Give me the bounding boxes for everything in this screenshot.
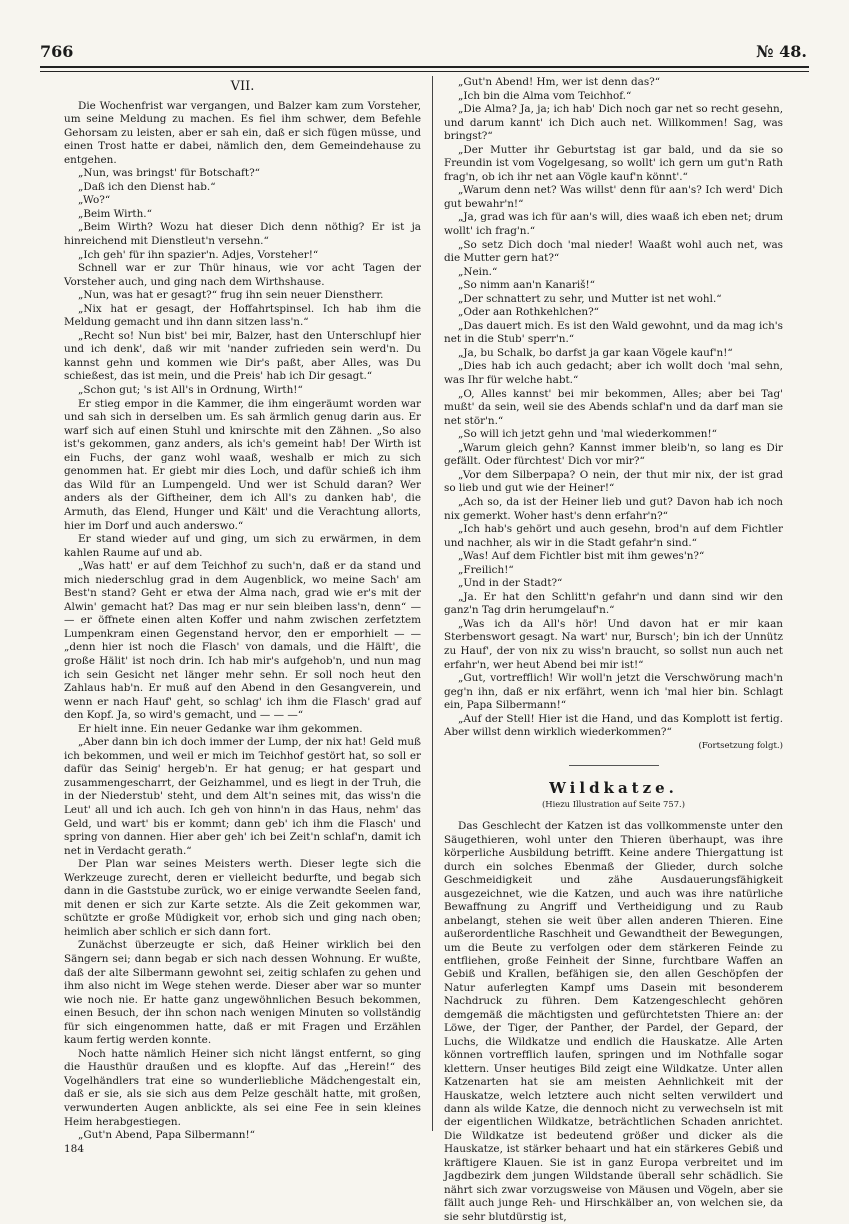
paragraph: „Ich hab's gehört und auch gesehn, brod'n auf dem Fichtler und nachher, als wir in die Stadt gefahr'n sind.“ (444, 523, 783, 549)
article-note: (Hiezu Illustration auf Seite 757.) (542, 798, 685, 809)
paragraph: „Wo?“ (78, 194, 111, 207)
paragraph: „Daß ich den Dienst hab.“ (78, 180, 216, 193)
paragraph: „Warum denn net? Was willst' denn für aan's? Ich werd' Dich gut bewahr'n!“ (444, 184, 783, 210)
signature-number: 184 (64, 1143, 85, 1155)
paragraph: Noch hatte nämlich Heiner sich nicht längst entfernt, so ging die Hausthür draußen und es klopfte. Auf das „Herein!“ des Vogelhändlers trat eine so wunderliebliche Mädchengestalt ein, daß er sie, als sie sich aus dem Pelze geschält hatte, mit großen, verwunderten Augen anblickte, als sei eine Fee in sein kleines Heim herabgestiegen. (64, 1047, 421, 1128)
paragraph: „Nun, was hat er gesagt?“ frug ihn sein neuer Dienstherr. (78, 289, 384, 302)
column-divider (432, 76, 433, 1131)
paragraph: „Ja, bu Schalk, bo darfst ja gar kaan Vögele kauf'n!“ (458, 346, 733, 359)
paragraph: „Aber dann bin ich doch immer der Lump, der nix hat! Geld muß ich bekommen, und weil er mich im Teichhof gestört hat, so soll er dafür das Seinig' hergeb'n. Er hat genug; er hat gespart und zusammengescharrt, der Geizhammel, und es liegt in der Truh, die in der Niederstub' steht, und dem Alt'n seines mit, das wiss'n die Leut' all und ich auch. Ich geh von hinn'n in das Haus, nehm' das Geld, und wart' bis er kommt; dann geb' ich ihm die Flasch' und spring von dannen. Hier aber geh' ich bei Zeit'n schlaf'n, damit ich net in Verdacht gerath.“ (64, 736, 421, 857)
header-rule (40, 66, 809, 72)
paragraph: „Recht so! Nun bist' bei mir, Balzer, hast den Unterschlupf hier und ich denk', daß wir mit 'nander zufrieden sein werd'n. Du kannst gehn und kommen wie Dir's paßt, aber Alles, was Du schießest, das ist mein, und die Preis' hab ich Dir gesagt.“ (64, 329, 421, 383)
article-body (444, 820, 783, 1224)
paragraph: „Der schnattert zu sehr, und Mutter ist net wohl.“ (458, 292, 722, 305)
paragraph: „Was ich da All's hör! Und davon hat er mir kaan Sterbenswort gesagt. Na wart' nur, Bursch'; bin ich der Unnütz zu Hauf', der von nix zu wiss'n braucht, so sollst nun auch net erfahr'n, wer heut Abend bei mir ist!“ (444, 617, 783, 671)
paragraph: Schnell war er zur Thür hinaus, wie vor acht Tagen der Vorsteher auch, und ging nach dem Wirthshause. (64, 262, 421, 288)
paragraph: „Ich bin die Alma vom Teichhof.“ (458, 89, 632, 102)
paragraph: „Oder aan Rothkehlchen?“ (458, 306, 599, 319)
paragraph: „So will ich jetzt gehn und 'mal wiederkommen!“ (458, 428, 717, 441)
paragraph: „Gut, vortrefflich! Wir woll'n jetzt die Verschwörung mach'n geg'n ihn, daß er nix erfährt, wenn ich 'mal hier bin. Schlagt ein, Papa Silbermann!“ (444, 672, 783, 712)
paragraph: Die Wochenfrist war vergangen, und Balzer kam zum Vorsteher, um seine Meldung zu machen. Es fiel ihm schwer, dem Befehle Gehorsam zu leisten, aber er sah ein, daß er sich fügen müsse, und einen Trost hatte er dabei, nämlich den, dem Gemeindehause zu entgehen. (64, 99, 421, 166)
paragraph: „Ja. Er hat den Schlitt'n gefahr'n und dann sind wir den ganz'n Tag drin herumgelauf'n.“ (444, 590, 783, 617)
paragraph: „Ja, grad was ich für aan's will, dies waaß ich eben net; drum wollt' ich frag'n.“ (444, 211, 783, 238)
paragraph: Zunächst überzeugte er sich, daß Heiner wirklich bei den Sängern sei; dann begab er sich nach dessen Wohnung. Er wußte, daß der alte Silbermann gewohnt sei, zeitig schlafen zu gehen und ihm also nicht im Wege stehen werde. Dieser aber war so munter wie noch nie. Er hatte ganz ungewöhnlichen Besuch bekommen, einen Besuch, der ihn schon nach wenigen Minuten so vollständig für sich eingenommen hatte, daß er mit Fragen und Erzählen kaum fertig werden konnte. (64, 939, 421, 1047)
right-paragraphs (444, 76, 783, 753)
paragraph: „So nimm aan'n Kanariš!“ (458, 279, 595, 292)
paragraph: „Nix hat er gesagt, der Hoffahrtspinsel. Ich hab ihm die Meldung gemacht und ihn dann sitzen lass'n.“ (64, 302, 421, 329)
paragraph: „Warum gleich gehn? Kannst immer bleib'n, so lang es Dir gefällt. Oder fürchtest' Dich vor mir?“ (444, 441, 783, 468)
right-column (444, 76, 783, 1224)
section-divider (569, 765, 659, 766)
left-column (64, 76, 421, 1143)
issue-number: № 48. (756, 42, 807, 61)
paragraph: „Ach so, da ist der Heiner lieb und gut? Davon hab ich noch nix gemerkt. Woher hast's denn erfahr'n?“ (444, 495, 783, 522)
paragraph: „Schon gut; 's ist All's in Ordnung, Wirth!“ (78, 384, 303, 397)
continuation-line (444, 740, 783, 754)
paragraph: Der Plan war seines Meisters werth. Dieser legte sich die Werkzeuge zurecht, deren er vielleicht bedurfte, und begab sich dann in die Gaststube zurück, wo er einige verwandte Seelen fand, mit denen er sich zur Karte setzte. Als die Zeit gekommen war, schützte er große Müdigkeit vor, erhob sich und ging nach oben; heimlich aber schlich er sich dann fort. (64, 858, 421, 938)
paragraph: „Ich geh' für ihn spazier'n. Adjes, Vorsteher!“ (78, 248, 319, 261)
paragraph: „Was! Auf dem Fichtler bist mit ihm gewes'n?“ (458, 550, 705, 563)
paragraph: Er stand wieder auf und ging, um sich zu erwärmen, in dem kahlen Raume auf und ab. (64, 533, 421, 559)
paragraph: „Gut'n Abend, Papa Silbermann!“ (78, 1129, 255, 1142)
paragraph: „Freilich!“ (458, 563, 514, 576)
paragraph: „Und in der Stadt?“ (458, 577, 563, 590)
article-title: Wildkatze. (549, 779, 678, 798)
paragraph: „Der Mutter ihr Geburtstag ist gar bald, und da sie so Freundin ist vom Vogelgesang, so wollt' ich gern um gut'n Rath frag'n, ob ich ihr net aan Vögle kauf'n könnt'.“ (444, 143, 783, 183)
paragraph: „Vor dem Silberpapa? O nein, der thut mir nix, der ist grad so lieb und gut wie der Heiner!“ (444, 468, 783, 495)
paragraph: „So setz Dich doch 'mal nieder! Waaßt wohl auch net, was die Mutter gern hat?“ (444, 238, 783, 265)
continuation-note: (Fortsetzung folgt.) (698, 740, 783, 751)
paragraph: „Das dauert mich. Es ist den Wald gewohnt, und da mag ich's net in die Stub' sperr'n.“ (444, 319, 783, 346)
article-paragraph: Das Geschlecht der Katzen ist das vollkommenste unter den Säugethieren, wohl unter den Thieren überhaupt, was ihre körperliche Ausbildung betrifft. Keine andere Thiergattung ist durch ein solches Ebenmaß der Glieder, durch solche Geschmeidigkeit und zähe Ausdauerungsfähigkeit ausgezeichnet, wie die Katzen, und auch was ihre natürliche Bewaffnung zu Angriff und Vertheidigung und zu Raub anbelangt, stehen sie weit über allen anderen Thieren. Eine außerordentliche Raschheit und Gewandtheit der Bewegungen, um die Beute zu verfolgen oder dem stärkeren Feinde zu entfliehen, große Feinheit der Sinne, furchtbare Waffen an Gebiß und Krallen, befähigen sie, den allen Geschöpfen der Natur auferlegten Kampf ums Dasein mit besonderem Nachdruck zu führen. Dem Katzengeschlecht gehören demgemäß die mächtigsten und gefürchtetsten Thiere an: der Löwe, der Tiger, der Panther, der Pardel, der Gepard, der Luchs, die Wildkatze und endlich die Hauskatze. Alle Arten können vortrefflich laufen, springen und im Nothfalle sogar klettern. Unser heutiges Bild zeigt eine Wildkatze. Unter allen Katzenarten hat sie am meisten Aehnlichkeit mit der Hauskatze, welch letztere auch nicht selten verwildert und dann als wilde Katze, die dennoch nicht zu verwechseln ist mit der eigentlichen Wildkatze, beträchtlichen Schaden anrichtet. Die Wildkatze ist bedeutend größer und dicker als die Hauskatze, ist stärker behaart und hat ein stärkeres Gebiß und kräftigere Klauen. Sie ist in ganz Europa verbreitet und im Jagdbezirk dem jungen Wildstande überall sehr schädlich. Sie nährt sich zwar vorzugsweise von Mäusen und Vögeln, aber sie fällt auch junge Reh- und Hirschkälber an, von welchen sie, da sie sehr blutdürstig ist, (444, 820, 783, 1223)
paragraph: „Die Alma? Ja, ja; ich hab' Dich noch gar net so recht gesehn, und darum kannt' ich Dich auch net. Willkommen! Sag, was bringst?“ (444, 103, 783, 143)
paragraph: „Beim Wirth.“ (78, 207, 152, 220)
paragraph: „Dies hab ich auch gedacht; aber ich wollt doch 'mal sehn, was Ihr für welche habt.“ (444, 360, 783, 387)
section-heading: VII. (230, 79, 255, 94)
paragraph: „Beim Wirth? Wozu hat dieser Dich denn nöthig? Er ist ja hinreichend mit Dienstleut'n versehn.“ (64, 221, 421, 248)
paragraph: „Was hatt' er auf dem Teichhof zu such'n, daß er da stand und mich niederschlug grad in dem Augenblick, wo meine Sach' am Best'n stand? Geht er etwa der Alma nach, grad wie er's mit der Alwin' gemacht hat? Das mag er nur sein bleiben lass'n, denn“ — — er öffnete einen alten Koffer und nahm zwischen zerfetztem Lumpenkram einen Gegenstand hervor, den er emporhielt — — „denn hier ist noch die Flasch' von damals, und die Hälft', die große Hälit' ist noch drin. Ich hab mir's aufgehob'n, und nun mag ich sein Gesicht net länger mehr sehn. Er soll noch heut den Zahlaus hab'n. Er muß auf den Abend in den Gesangverein, und wenn er nach Hauf' geht, so schlag' ich ihm die Flasch' grad auf den Kopf. Ja, so wird's gemacht, und — — —“ (64, 560, 421, 722)
paragraph: „O, Alles kannst' bei mir bekommen, Alles; aber bei Tag' mußt' da sein, weil sie des Abends schlaf'n und da darf man sie net stör'n.“ (444, 387, 783, 427)
page-number: 766 (40, 42, 74, 61)
paragraph: Er stieg empor in die Kammer, die ihm eingeräumt worden war und sah sich in derselben um. Es sah ärmlich genug darin aus. Er warf sich auf einen Stuhl und knirschte mit den Zähnen. „So also ist's gekommen, ganz anders, als ich's gemeint hab! Der Wirth ist ein Fuchs, der ganz wohl waaß, weshalb er mich zu sich genommen hat. Er giebt mir dies Loch, und dafür schieß ich ihm das Wild für an Lumpengeld. Und wer ist Schuld daran? Wer anders als der Giftheiner, dem ich All's zu danken hab', die Armuth, das Elend, Hunger und Kält' und die Verachtung allorts, hier im Dorf und auch anderswo.“ (64, 397, 421, 532)
paragraph: „Nun, was bringst' für Botschaft?“ (78, 167, 260, 180)
paragraph: Er hielt inne. Ein neuer Gedanke war ihm gekommen. (78, 722, 363, 735)
paragraph: „Nein.“ (458, 265, 498, 278)
paragraph: „Auf der Stell! Hier ist die Hand, und das Komplott ist fertig. Aber willst denn wirklich wiederkommen?“ (444, 712, 783, 739)
paragraph: „Gut'n Abend! Hm, wer ist denn das?“ (458, 76, 661, 88)
left-paragraphs (64, 100, 421, 1143)
